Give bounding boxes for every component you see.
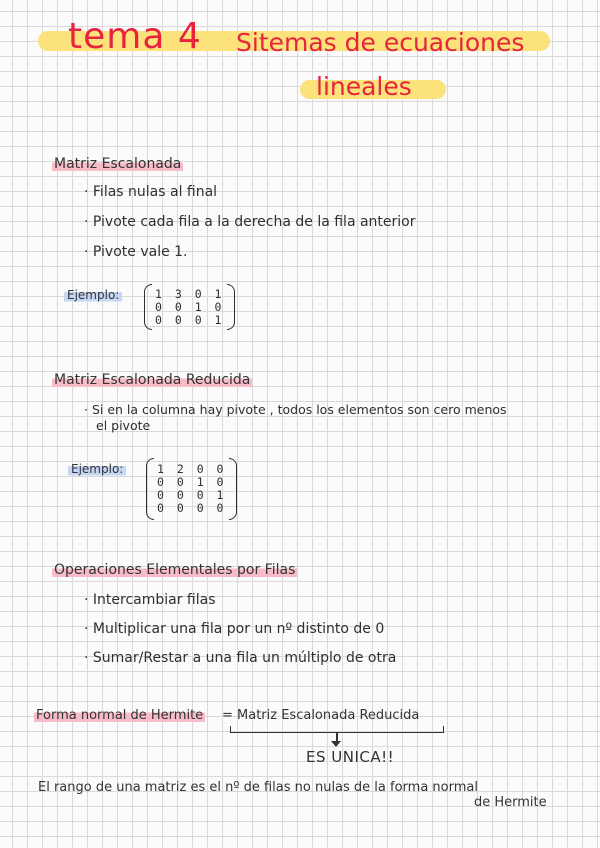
hermite-equals: = Matriz Escalonada Reducida bbox=[222, 708, 420, 723]
matrix-row: 0 0 0 0 bbox=[157, 501, 227, 515]
matrix-left-paren bbox=[144, 284, 152, 330]
matrix-row: 1 2 0 0 bbox=[157, 462, 227, 476]
bullet-filas-nulas: · Filas nulas al final bbox=[84, 184, 218, 200]
matrix-row: 0 0 0 1 bbox=[155, 312, 225, 327]
page-title-line2: lineales bbox=[316, 72, 412, 101]
example-label-2: Ejemplo: bbox=[68, 462, 126, 476]
matrix-right-paren bbox=[227, 284, 235, 330]
matrix-left-paren bbox=[146, 458, 154, 520]
underbrace bbox=[230, 726, 444, 733]
example-matrix-2 bbox=[146, 458, 237, 520]
rango-note-cont: de Hermite bbox=[474, 795, 547, 810]
heading-matriz-escalonada: Matriz Escalonada bbox=[54, 156, 182, 172]
matrix-row: 0 0 1 0 bbox=[157, 475, 227, 489]
matrix-row: 1 3 0 1 bbox=[155, 286, 225, 301]
hermite-label: Forma normal de Hermite bbox=[36, 708, 204, 723]
bullet-intercambiar: · Intercambiar filas bbox=[84, 592, 216, 608]
matrix-row: 0 0 0 1 bbox=[157, 488, 227, 502]
down-arrow-head-icon bbox=[331, 741, 341, 747]
example-matrix-1 bbox=[144, 284, 235, 330]
heading-operaciones-elementales: Operaciones Elementales por Filas bbox=[54, 562, 296, 578]
bullet-pivote-columna-cont: el pivote bbox=[96, 418, 151, 433]
bullet-multiplicar: · Multiplicar una fila por un nº distinto de 0 bbox=[84, 621, 385, 637]
topic-number: tema 4 bbox=[68, 16, 202, 57]
heading-matriz-escalonada-reducida: Matriz Escalonada Reducida bbox=[54, 372, 251, 388]
bullet-pivote-derecha: · Pivote cada fila a la derecha de la fila anterior bbox=[84, 214, 416, 230]
unica-note: ES UNICA!! bbox=[306, 748, 395, 766]
example-label-1: Ejemplo: bbox=[64, 288, 122, 302]
bullet-pivote-vale: · Pivote vale 1. bbox=[84, 244, 188, 260]
bullet-pivote-columna: · Si en la columna hay pivote , todos los elementos son cero menos bbox=[84, 402, 507, 417]
bullet-sumar-restar: · Sumar/Restar a una fila un múltiplo de otra bbox=[84, 650, 397, 666]
matrix-right-paren bbox=[229, 458, 237, 520]
rango-note: El rango de una matriz es el nº de filas no nulas de la forma normal bbox=[38, 780, 478, 795]
page-title: Sitemas de ecuaciones bbox=[236, 28, 525, 57]
matrix-row: 0 0 1 0 bbox=[155, 299, 225, 314]
